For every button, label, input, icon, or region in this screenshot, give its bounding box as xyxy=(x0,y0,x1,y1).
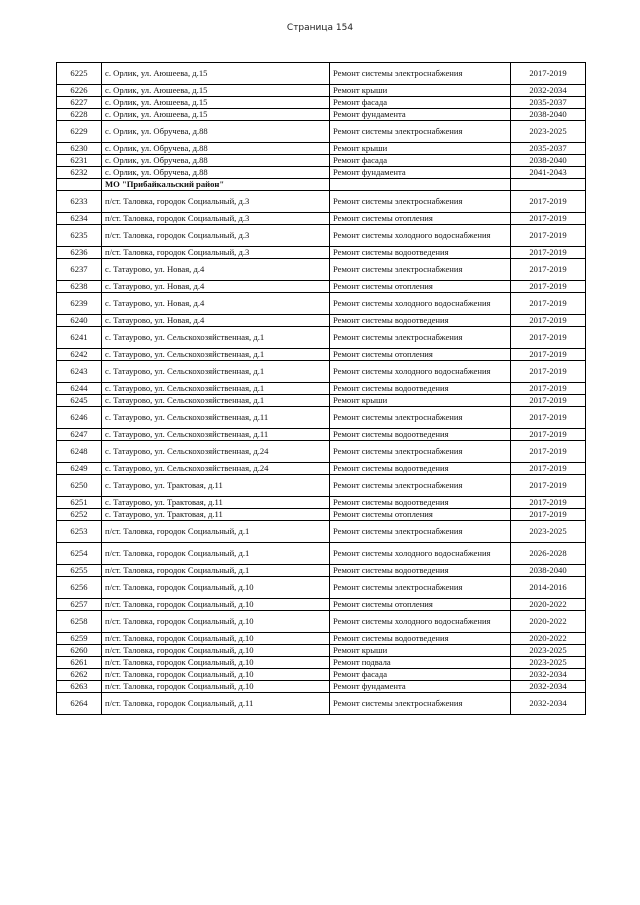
table-row xyxy=(57,693,586,715)
table-row xyxy=(57,361,586,383)
address-cell: п/ст. Таловка, городок Социальный, д.1 xyxy=(102,521,330,543)
period-cell: 2017-2019 xyxy=(511,509,586,521)
period-cell: 2017-2019 xyxy=(511,327,586,349)
table-row xyxy=(57,259,586,281)
table-row xyxy=(57,599,586,611)
address-cell: п/ст. Таловка, городок Социальный, д.11 xyxy=(102,693,330,715)
work-type-cell: Ремонт системы электроснабжения xyxy=(330,327,511,349)
table-row xyxy=(57,521,586,543)
row-number-cell: 6260 xyxy=(57,645,102,657)
period-cell: 2026-2028 xyxy=(511,543,586,565)
table-row xyxy=(57,611,586,633)
table-row xyxy=(57,155,586,167)
address-cell: п/ст. Таловка, городок Социальный, д.3 xyxy=(102,213,330,225)
row-number-cell: 6258 xyxy=(57,611,102,633)
row-number-cell: 6232 xyxy=(57,167,102,179)
period-cell: 2017-2019 xyxy=(511,191,586,213)
period-cell: 2032-2034 xyxy=(511,85,586,97)
work-type-cell: Ремонт системы электроснабжения xyxy=(330,259,511,281)
row-number-cell: 6234 xyxy=(57,213,102,225)
work-type-cell: Ремонт фундамента xyxy=(330,167,511,179)
table-row xyxy=(57,247,586,259)
address-cell: с. Татаурово, ул. Трактовая, д.11 xyxy=(102,497,330,509)
table-row xyxy=(57,327,586,349)
table-row xyxy=(57,565,586,577)
row-number-cell: 6235 xyxy=(57,225,102,247)
row-number-cell: 6226 xyxy=(57,85,102,97)
period-cell: 2017-2019 xyxy=(511,315,586,327)
work-type-cell: Ремонт системы электроснабжения xyxy=(330,521,511,543)
period-cell: 2014-2016 xyxy=(511,577,586,599)
address-cell: п/ст. Таловка, городок Социальный, д.3 xyxy=(102,247,330,259)
work-type-cell: Ремонт системы водоотведения xyxy=(330,315,511,327)
address-cell: п/ст. Таловка, городок Социальный, д.3 xyxy=(102,225,330,247)
work-type-cell: Ремонт системы отопления xyxy=(330,281,511,293)
period-cell: 2017-2019 xyxy=(511,429,586,441)
period-cell: 2032-2034 xyxy=(511,681,586,693)
row-number-cell: 6243 xyxy=(57,361,102,383)
work-type-cell: Ремонт системы холодного водоснабжения xyxy=(330,611,511,633)
period-cell: 2023-2025 xyxy=(511,521,586,543)
work-type-cell: Ремонт системы водоотведения xyxy=(330,247,511,259)
table-row xyxy=(57,97,586,109)
period-cell: 2017-2019 xyxy=(511,475,586,497)
table-row xyxy=(57,577,586,599)
period-cell: 2017-2019 xyxy=(511,497,586,509)
address-cell: с. Орлик, ул. Обручева, д.88 xyxy=(102,167,330,179)
table-row xyxy=(57,281,586,293)
address-cell: с. Татаурово, ул. Новая, д.4 xyxy=(102,293,330,315)
work-type-cell: Ремонт системы отопления xyxy=(330,213,511,225)
address-cell: с. Татаурово, ул. Сельскохозяйственная, д.1 xyxy=(102,327,330,349)
work-type-cell: Ремонт фасада xyxy=(330,155,511,167)
work-type-cell: Ремонт системы электроснабжения xyxy=(330,191,511,213)
address-cell: с. Орлик, ул. Аюшеева, д.15 xyxy=(102,97,330,109)
work-type-cell: Ремонт системы отопления xyxy=(330,349,511,361)
period-cell: 2020-2022 xyxy=(511,611,586,633)
address-cell: п/ст. Таловка, городок Социальный, д.10 xyxy=(102,633,330,645)
row-number-cell: 6254 xyxy=(57,543,102,565)
table-row xyxy=(57,497,586,509)
period-cell: 2017-2019 xyxy=(511,281,586,293)
period-cell: 2017-2019 xyxy=(511,349,586,361)
row-number-cell: 6246 xyxy=(57,407,102,429)
table-row xyxy=(57,657,586,669)
row-number-cell: 6255 xyxy=(57,565,102,577)
row-number-cell: 6236 xyxy=(57,247,102,259)
row-number-cell: 6259 xyxy=(57,633,102,645)
table-row xyxy=(57,85,586,97)
period-cell: 2017-2019 xyxy=(511,293,586,315)
row-number-cell: 6256 xyxy=(57,577,102,599)
work-type-cell: Ремонт системы водоотведения xyxy=(330,633,511,645)
period-cell: 2017-2019 xyxy=(511,63,586,85)
work-type-cell: Ремонт крыши xyxy=(330,645,511,657)
row-number-cell: 6247 xyxy=(57,429,102,441)
table-row xyxy=(57,213,586,225)
table-row xyxy=(57,475,586,497)
table-row xyxy=(57,509,586,521)
row-number-cell: 6240 xyxy=(57,315,102,327)
table-row xyxy=(57,225,586,247)
row-number-cell: 6229 xyxy=(57,121,102,143)
work-type-cell xyxy=(330,179,511,191)
work-type-cell: Ремонт фасада xyxy=(330,669,511,681)
address-cell: с. Татаурово, ул. Сельскохозяйственная, д.11 xyxy=(102,429,330,441)
period-cell: 2041-2043 xyxy=(511,167,586,179)
period-cell: 2038-2040 xyxy=(511,155,586,167)
row-number-cell: 6242 xyxy=(57,349,102,361)
period-cell: 2017-2019 xyxy=(511,441,586,463)
table-row xyxy=(57,315,586,327)
period-cell: 2023-2025 xyxy=(511,121,586,143)
work-type-cell: Ремонт крыши xyxy=(330,143,511,155)
work-type-cell: Ремонт системы водоотведения xyxy=(330,383,511,395)
row-number-cell: 6233 xyxy=(57,191,102,213)
address-cell: п/ст. Таловка, городок Социальный, д.10 xyxy=(102,657,330,669)
row-number-cell: 6253 xyxy=(57,521,102,543)
address-cell: с. Татаурово, ул. Трактовая, д.11 xyxy=(102,509,330,521)
table-row xyxy=(57,293,586,315)
row-number-cell: 6252 xyxy=(57,509,102,521)
period-cell: 2023-2025 xyxy=(511,645,586,657)
work-type-cell: Ремонт крыши xyxy=(330,85,511,97)
address-cell: с. Татаурово, ул. Сельскохозяйственная, д.1 xyxy=(102,395,330,407)
work-type-cell: Ремонт системы холодного водоснабжения xyxy=(330,225,511,247)
capital-repair-table xyxy=(56,62,586,715)
work-type-cell: Ремонт системы водоотведения xyxy=(330,463,511,475)
table-row xyxy=(57,463,586,475)
address-cell: с. Орлик, ул. Обручева, д.88 xyxy=(102,121,330,143)
work-type-cell: Ремонт системы электроснабжения xyxy=(330,63,511,85)
work-type-cell: Ремонт системы водоотведения xyxy=(330,565,511,577)
table-row xyxy=(57,191,586,213)
address-cell: с. Орлик, ул. Аюшеева, д.15 xyxy=(102,63,330,85)
table-row xyxy=(57,543,586,565)
row-number-cell: 6264 xyxy=(57,693,102,715)
row-number-cell: 6261 xyxy=(57,657,102,669)
table-row xyxy=(57,407,586,429)
period-cell: 2020-2022 xyxy=(511,633,586,645)
period-cell: 2017-2019 xyxy=(511,463,586,475)
section-row xyxy=(57,179,586,191)
period-cell: 2035-2037 xyxy=(511,97,586,109)
address-cell: с. Татаурово, ул. Новая, д.4 xyxy=(102,315,330,327)
address-cell: с. Татаурово, ул. Сельскохозяйственная, д.1 xyxy=(102,383,330,395)
row-number-cell: 6245 xyxy=(57,395,102,407)
address-cell: п/ст. Таловка, городок Социальный, д.10 xyxy=(102,611,330,633)
row-number-cell: 6244 xyxy=(57,383,102,395)
address-cell: с. Татаурово, ул. Сельскохозяйственная, д.24 xyxy=(102,463,330,475)
table-row xyxy=(57,429,586,441)
row-number-cell: 6227 xyxy=(57,97,102,109)
table-row xyxy=(57,349,586,361)
row-number-cell: 6237 xyxy=(57,259,102,281)
address-cell: с. Татаурово, ул. Сельскохозяйственная, д.1 xyxy=(102,361,330,383)
period-cell xyxy=(511,179,586,191)
row-number-cell: 6248 xyxy=(57,441,102,463)
period-cell: 2038-2040 xyxy=(511,565,586,577)
table-row xyxy=(57,645,586,657)
table-row xyxy=(57,441,586,463)
table-row xyxy=(57,669,586,681)
address-cell: п/ст. Таловка, городок Социальный, д.10 xyxy=(102,645,330,657)
row-number-cell: 6228 xyxy=(57,109,102,121)
address-cell: с. Орлик, ул. Аюшеева, д.15 xyxy=(102,109,330,121)
work-type-cell: Ремонт системы водоотведения xyxy=(330,497,511,509)
period-cell: 2023-2025 xyxy=(511,657,586,669)
address-cell: п/ст. Таловка, городок Социальный, д.10 xyxy=(102,681,330,693)
period-cell: 2020-2022 xyxy=(511,599,586,611)
period-cell: 2017-2019 xyxy=(511,213,586,225)
table-row xyxy=(57,633,586,645)
address-cell: с. Орлик, ул. Обручева, д.88 xyxy=(102,155,330,167)
row-number-cell: 6262 xyxy=(57,669,102,681)
row-number-cell xyxy=(57,179,102,191)
table-row xyxy=(57,143,586,155)
address-cell: п/ст. Таловка, городок Социальный, д.10 xyxy=(102,577,330,599)
work-type-cell: Ремонт системы холодного водоснабжения xyxy=(330,361,511,383)
row-number-cell: 6238 xyxy=(57,281,102,293)
address-cell: с. Татаурово, ул. Сельскохозяйственная, д.11 xyxy=(102,407,330,429)
address-cell: с. Орлик, ул. Обручева, д.88 xyxy=(102,143,330,155)
work-type-cell: Ремонт системы электроснабжения xyxy=(330,693,511,715)
address-cell: с. Татаурово, ул. Трактовая, д.11 xyxy=(102,475,330,497)
row-number-cell: 6257 xyxy=(57,599,102,611)
period-cell: 2017-2019 xyxy=(511,225,586,247)
work-type-cell: Ремонт подвала xyxy=(330,657,511,669)
work-type-cell: Ремонт системы электроснабжения xyxy=(330,407,511,429)
page-header: Страница 154 xyxy=(286,23,354,33)
address-cell: с. Татаурово, ул. Сельскохозяйственная, д.24 xyxy=(102,441,330,463)
row-number-cell: 6239 xyxy=(57,293,102,315)
address-cell: п/ст. Таловка, городок Социальный, д.10 xyxy=(102,669,330,681)
period-cell: 2032-2034 xyxy=(511,669,586,681)
table-body xyxy=(57,63,586,715)
period-cell: 2032-2034 xyxy=(511,693,586,715)
table-row xyxy=(57,167,586,179)
work-type-cell: Ремонт системы электроснабжения xyxy=(330,121,511,143)
period-cell: 2017-2019 xyxy=(511,361,586,383)
table-row xyxy=(57,681,586,693)
work-type-cell: Ремонт системы холодного водоснабжения xyxy=(330,543,511,565)
table-row xyxy=(57,121,586,143)
work-type-cell: Ремонт фундамента xyxy=(330,681,511,693)
work-type-cell: Ремонт системы электроснабжения xyxy=(330,441,511,463)
address-cell: п/ст. Таловка, городок Социальный, д.10 xyxy=(102,599,330,611)
period-cell: 2017-2019 xyxy=(511,407,586,429)
period-cell: 2017-2019 xyxy=(511,259,586,281)
row-number-cell: 6250 xyxy=(57,475,102,497)
row-number-cell: 6225 xyxy=(57,63,102,85)
work-type-cell: Ремонт системы водоотведения xyxy=(330,429,511,441)
period-cell: 2017-2019 xyxy=(511,395,586,407)
period-cell: 2035-2037 xyxy=(511,143,586,155)
work-type-cell: Ремонт системы холодного водоснабжения xyxy=(330,293,511,315)
address-cell: п/ст. Таловка, городок Социальный, д.1 xyxy=(102,565,330,577)
work-type-cell: Ремонт фундамента xyxy=(330,109,511,121)
row-number-cell: 6241 xyxy=(57,327,102,349)
address-cell: с. Татаурово, ул. Новая, д.4 xyxy=(102,281,330,293)
table-row xyxy=(57,109,586,121)
table-row xyxy=(57,63,586,85)
work-type-cell: Ремонт системы отопления xyxy=(330,599,511,611)
row-number-cell: 6251 xyxy=(57,497,102,509)
address-cell: МО "Прибайкальский район" xyxy=(102,179,330,191)
period-cell: 2017-2019 xyxy=(511,247,586,259)
row-number-cell: 6230 xyxy=(57,143,102,155)
address-cell: с. Татаурово, ул. Сельскохозяйственная, д.1 xyxy=(102,349,330,361)
address-cell: с. Татаурово, ул. Новая, д.4 xyxy=(102,259,330,281)
work-type-cell: Ремонт системы электроснабжения xyxy=(330,577,511,599)
work-type-cell: Ремонт системы отопления xyxy=(330,509,511,521)
work-type-cell: Ремонт крыши xyxy=(330,395,511,407)
address-cell: п/ст. Таловка, городок Социальный, д.1 xyxy=(102,543,330,565)
work-type-cell: Ремонт системы электроснабжения xyxy=(330,475,511,497)
row-number-cell: 6231 xyxy=(57,155,102,167)
work-type-cell: Ремонт фасада xyxy=(330,97,511,109)
table-row xyxy=(57,383,586,395)
period-cell: 2017-2019 xyxy=(511,383,586,395)
row-number-cell: 6249 xyxy=(57,463,102,475)
address-cell: п/ст. Таловка, городок Социальный, д.3 xyxy=(102,191,330,213)
table-row xyxy=(57,395,586,407)
row-number-cell: 6263 xyxy=(57,681,102,693)
address-cell: с. Орлик, ул. Аюшеева, д.15 xyxy=(102,85,330,97)
period-cell: 2038-2040 xyxy=(511,109,586,121)
